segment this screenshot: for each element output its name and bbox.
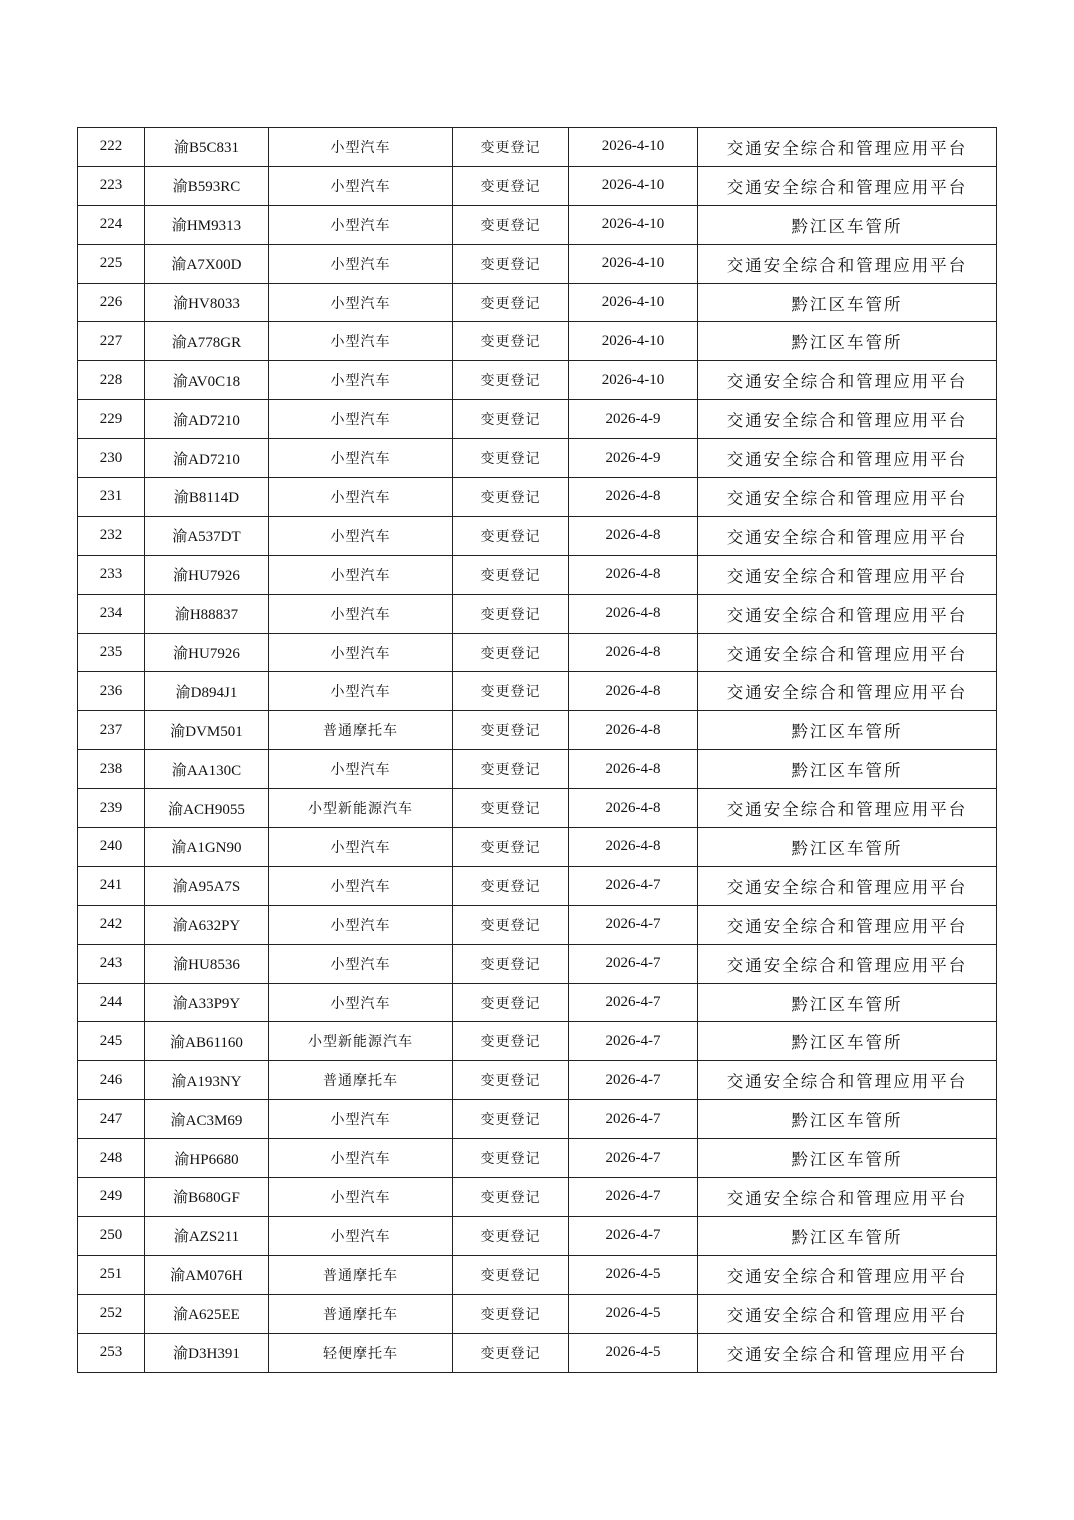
cell-serial-number: 224 [78, 205, 145, 244]
cell-plate-number: 渝DVM501 [145, 711, 269, 750]
cell-date: 2026-4-8 [569, 516, 698, 555]
table-row [78, 866, 997, 905]
cell-business-type: 变更登记 [453, 750, 569, 789]
cell-plate-number: 渝B593RC [145, 166, 269, 205]
cell-office: 交通安全综合和管理应用平台 [698, 1178, 997, 1217]
cell-office: 黔江区车管所 [698, 983, 997, 1022]
table-row [78, 1333, 997, 1372]
cell-vehicle-type: 普通摩托车 [269, 711, 453, 750]
table-row [78, 828, 997, 867]
cell-office: 交通安全综合和管理应用平台 [698, 516, 997, 555]
cell-office: 交通安全综合和管理应用平台 [698, 866, 997, 905]
cell-business-type: 变更登记 [453, 1333, 569, 1372]
cell-business-type: 变更登记 [453, 944, 569, 983]
cell-plate-number: 渝A193NY [145, 1061, 269, 1100]
table-row [78, 439, 997, 478]
cell-serial-number: 225 [78, 244, 145, 283]
cell-office: 交通安全综合和管理应用平台 [698, 478, 997, 517]
cell-business-type: 变更登记 [453, 633, 569, 672]
cell-business-type: 变更登记 [453, 283, 569, 322]
cell-office: 交通安全综合和管理应用平台 [698, 1333, 997, 1372]
cell-plate-number: 渝B5C831 [145, 128, 269, 167]
cell-business-type: 变更登记 [453, 400, 569, 439]
cell-business-type: 变更登记 [453, 828, 569, 867]
cell-serial-number: 231 [78, 478, 145, 517]
cell-plate-number: 渝AA130C [145, 750, 269, 789]
cell-business-type: 变更登记 [453, 555, 569, 594]
cell-serial-number: 247 [78, 1100, 145, 1139]
cell-office: 交通安全综合和管理应用平台 [698, 944, 997, 983]
cell-office: 交通安全综合和管理应用平台 [698, 244, 997, 283]
cell-business-type: 变更登记 [453, 516, 569, 555]
cell-date: 2026-4-9 [569, 439, 698, 478]
table-row [78, 594, 997, 633]
cell-office: 黔江区车管所 [698, 1139, 997, 1178]
cell-date: 2026-4-10 [569, 205, 698, 244]
cell-office: 黔江区车管所 [698, 283, 997, 322]
cell-serial-number: 230 [78, 439, 145, 478]
cell-office: 交通安全综合和管理应用平台 [698, 361, 997, 400]
table-row [78, 672, 997, 711]
cell-office: 交通安全综合和管理应用平台 [698, 1061, 997, 1100]
cell-vehicle-type: 小型汽车 [269, 594, 453, 633]
cell-vehicle-type: 小型汽车 [269, 322, 453, 361]
cell-office: 黔江区车管所 [698, 828, 997, 867]
table-row [78, 400, 997, 439]
cell-serial-number: 241 [78, 866, 145, 905]
cell-serial-number: 243 [78, 944, 145, 983]
cell-vehicle-type: 小型汽车 [269, 400, 453, 439]
cell-date: 2026-4-7 [569, 983, 698, 1022]
cell-office: 交通安全综合和管理应用平台 [698, 555, 997, 594]
cell-vehicle-type: 小型汽车 [269, 166, 453, 205]
table-row [78, 1255, 997, 1294]
table-row [78, 1178, 997, 1217]
cell-vehicle-type: 小型汽车 [269, 1216, 453, 1255]
cell-office: 交通安全综合和管理应用平台 [698, 1255, 997, 1294]
cell-serial-number: 232 [78, 516, 145, 555]
table-row [78, 1022, 997, 1061]
table-row [78, 361, 997, 400]
cell-business-type: 变更登记 [453, 322, 569, 361]
cell-date: 2026-4-7 [569, 1178, 698, 1217]
cell-vehicle-type: 小型汽车 [269, 361, 453, 400]
cell-serial-number: 235 [78, 633, 145, 672]
cell-business-type: 变更登记 [453, 1294, 569, 1333]
cell-vehicle-type: 小型汽车 [269, 828, 453, 867]
cell-date: 2026-4-8 [569, 672, 698, 711]
table-row [78, 283, 997, 322]
cell-vehicle-type: 小型汽车 [269, 283, 453, 322]
cell-vehicle-type: 小型汽车 [269, 983, 453, 1022]
cell-serial-number: 245 [78, 1022, 145, 1061]
cell-serial-number: 237 [78, 711, 145, 750]
cell-vehicle-type: 小型汽车 [269, 478, 453, 517]
cell-plate-number: 渝A1GN90 [145, 828, 269, 867]
cell-office: 黔江区车管所 [698, 711, 997, 750]
cell-serial-number: 249 [78, 1178, 145, 1217]
cell-serial-number: 248 [78, 1139, 145, 1178]
table-row [78, 1294, 997, 1333]
cell-vehicle-type: 小型汽车 [269, 205, 453, 244]
table-row [78, 1139, 997, 1178]
cell-serial-number: 238 [78, 750, 145, 789]
cell-plate-number: 渝HV8033 [145, 283, 269, 322]
cell-office: 交通安全综合和管理应用平台 [698, 905, 997, 944]
cell-serial-number: 229 [78, 400, 145, 439]
cell-business-type: 变更登记 [453, 789, 569, 828]
cell-serial-number: 246 [78, 1061, 145, 1100]
cell-date: 2026-4-7 [569, 1100, 698, 1139]
cell-vehicle-type: 小型新能源汽车 [269, 789, 453, 828]
cell-plate-number: 渝A7X00D [145, 244, 269, 283]
cell-plate-number: 渝D894J1 [145, 672, 269, 711]
cell-plate-number: 渝B680GF [145, 1178, 269, 1217]
cell-plate-number: 渝HM9313 [145, 205, 269, 244]
cell-date: 2026-4-8 [569, 789, 698, 828]
cell-plate-number: 渝AC3M69 [145, 1100, 269, 1139]
cell-office: 交通安全综合和管理应用平台 [698, 594, 997, 633]
cell-date: 2026-4-9 [569, 400, 698, 439]
cell-business-type: 变更登记 [453, 983, 569, 1022]
registration-table [77, 127, 997, 1373]
cell-vehicle-type: 小型汽车 [269, 439, 453, 478]
table-row [78, 244, 997, 283]
cell-vehicle-type: 小型汽车 [269, 516, 453, 555]
cell-plate-number: 渝ACH9055 [145, 789, 269, 828]
cell-serial-number: 233 [78, 555, 145, 594]
cell-date: 2026-4-7 [569, 905, 698, 944]
cell-vehicle-type: 小型汽车 [269, 244, 453, 283]
cell-office: 黔江区车管所 [698, 1100, 997, 1139]
cell-date: 2026-4-7 [569, 1139, 698, 1178]
cell-date: 2026-4-7 [569, 1061, 698, 1100]
cell-business-type: 变更登记 [453, 905, 569, 944]
cell-date: 2026-4-8 [569, 750, 698, 789]
cell-vehicle-type: 小型汽车 [269, 672, 453, 711]
cell-plate-number: 渝A95A7S [145, 866, 269, 905]
cell-vehicle-type: 小型汽车 [269, 1178, 453, 1217]
cell-serial-number: 251 [78, 1255, 145, 1294]
cell-plate-number: 渝A537DT [145, 516, 269, 555]
cell-date: 2026-4-5 [569, 1255, 698, 1294]
cell-serial-number: 240 [78, 828, 145, 867]
cell-plate-number: 渝HU7926 [145, 555, 269, 594]
cell-date: 2026-4-7 [569, 944, 698, 983]
cell-plate-number: 渝A778GR [145, 322, 269, 361]
cell-date: 2026-4-7 [569, 866, 698, 905]
registration-table-body [78, 128, 997, 1373]
cell-date: 2026-4-10 [569, 128, 698, 167]
cell-vehicle-type: 小型汽车 [269, 750, 453, 789]
cell-serial-number: 242 [78, 905, 145, 944]
cell-office: 交通安全综合和管理应用平台 [698, 439, 997, 478]
table-row [78, 1216, 997, 1255]
cell-plate-number: 渝AV0C18 [145, 361, 269, 400]
table-row [78, 166, 997, 205]
cell-date: 2026-4-8 [569, 633, 698, 672]
cell-serial-number: 250 [78, 1216, 145, 1255]
cell-office: 黔江区车管所 [698, 205, 997, 244]
cell-plate-number: 渝AB61160 [145, 1022, 269, 1061]
cell-business-type: 变更登记 [453, 361, 569, 400]
cell-office: 黔江区车管所 [698, 1216, 997, 1255]
table-row [78, 322, 997, 361]
cell-plate-number: 渝HP6680 [145, 1139, 269, 1178]
cell-business-type: 变更登记 [453, 244, 569, 283]
cell-date: 2026-4-5 [569, 1333, 698, 1372]
cell-date: 2026-4-8 [569, 828, 698, 867]
cell-plate-number: 渝D3H391 [145, 1333, 269, 1372]
cell-vehicle-type: 小型汽车 [269, 555, 453, 594]
cell-office: 交通安全综合和管理应用平台 [698, 789, 997, 828]
cell-vehicle-type: 普通摩托车 [269, 1294, 453, 1333]
table-row [78, 478, 997, 517]
cell-office: 交通安全综合和管理应用平台 [698, 633, 997, 672]
cell-date: 2026-4-8 [569, 478, 698, 517]
cell-vehicle-type: 小型新能源汽车 [269, 1022, 453, 1061]
cell-serial-number: 226 [78, 283, 145, 322]
table-row [78, 1100, 997, 1139]
cell-date: 2026-4-8 [569, 555, 698, 594]
cell-business-type: 变更登记 [453, 866, 569, 905]
cell-vehicle-type: 普通摩托车 [269, 1255, 453, 1294]
cell-vehicle-type: 小型汽车 [269, 905, 453, 944]
table-row [78, 944, 997, 983]
cell-vehicle-type: 小型汽车 [269, 1100, 453, 1139]
cell-plate-number: 渝AD7210 [145, 400, 269, 439]
cell-business-type: 变更登记 [453, 1061, 569, 1100]
cell-vehicle-type: 普通摩托车 [269, 1061, 453, 1100]
table-row [78, 789, 997, 828]
cell-business-type: 变更登记 [453, 166, 569, 205]
table-row [78, 983, 997, 1022]
cell-business-type: 变更登记 [453, 594, 569, 633]
table-row [78, 905, 997, 944]
cell-business-type: 变更登记 [453, 1100, 569, 1139]
cell-plate-number: 渝A33P9Y [145, 983, 269, 1022]
cell-office: 交通安全综合和管理应用平台 [698, 672, 997, 711]
cell-date: 2026-4-10 [569, 166, 698, 205]
cell-serial-number: 223 [78, 166, 145, 205]
cell-serial-number: 236 [78, 672, 145, 711]
cell-plate-number: 渝AM076H [145, 1255, 269, 1294]
cell-business-type: 变更登记 [453, 711, 569, 750]
cell-office: 交通安全综合和管理应用平台 [698, 400, 997, 439]
cell-date: 2026-4-5 [569, 1294, 698, 1333]
table-row [78, 750, 997, 789]
cell-plate-number: 渝A625EE [145, 1294, 269, 1333]
cell-office: 交通安全综合和管理应用平台 [698, 1294, 997, 1333]
cell-date: 2026-4-10 [569, 361, 698, 400]
table-row [78, 205, 997, 244]
table-row [78, 555, 997, 594]
cell-date: 2026-4-7 [569, 1216, 698, 1255]
cell-business-type: 变更登记 [453, 1139, 569, 1178]
table-row [78, 128, 997, 167]
cell-business-type: 变更登记 [453, 205, 569, 244]
cell-business-type: 变更登记 [453, 1216, 569, 1255]
cell-office: 黔江区车管所 [698, 750, 997, 789]
cell-serial-number: 222 [78, 128, 145, 167]
cell-office: 黔江区车管所 [698, 322, 997, 361]
cell-plate-number: 渝B8114D [145, 478, 269, 517]
cell-date: 2026-4-10 [569, 244, 698, 283]
cell-vehicle-type: 小型汽车 [269, 866, 453, 905]
cell-office: 交通安全综合和管理应用平台 [698, 128, 997, 167]
cell-date: 2026-4-7 [569, 1022, 698, 1061]
cell-serial-number: 227 [78, 322, 145, 361]
cell-business-type: 变更登记 [453, 1178, 569, 1217]
cell-serial-number: 234 [78, 594, 145, 633]
cell-business-type: 变更登记 [453, 478, 569, 517]
cell-date: 2026-4-10 [569, 322, 698, 361]
cell-serial-number: 253 [78, 1333, 145, 1372]
table-row [78, 633, 997, 672]
cell-plate-number: 渝A632PY [145, 905, 269, 944]
cell-business-type: 变更登记 [453, 439, 569, 478]
cell-serial-number: 228 [78, 361, 145, 400]
cell-vehicle-type: 小型汽车 [269, 633, 453, 672]
table-row [78, 711, 997, 750]
table-row [78, 1061, 997, 1100]
cell-business-type: 变更登记 [453, 672, 569, 711]
cell-plate-number: 渝H88837 [145, 594, 269, 633]
cell-plate-number: 渝AD7210 [145, 439, 269, 478]
cell-serial-number: 252 [78, 1294, 145, 1333]
table-row [78, 516, 997, 555]
cell-vehicle-type: 小型汽车 [269, 1139, 453, 1178]
cell-plate-number: 渝AZS211 [145, 1216, 269, 1255]
cell-date: 2026-4-8 [569, 711, 698, 750]
cell-office: 黔江区车管所 [698, 1022, 997, 1061]
cell-plate-number: 渝HU8536 [145, 944, 269, 983]
cell-serial-number: 244 [78, 983, 145, 1022]
cell-vehicle-type: 小型汽车 [269, 944, 453, 983]
cell-serial-number: 239 [78, 789, 145, 828]
cell-vehicle-type: 小型汽车 [269, 128, 453, 167]
cell-plate-number: 渝HU7926 [145, 633, 269, 672]
cell-office: 交通安全综合和管理应用平台 [698, 166, 997, 205]
cell-date: 2026-4-10 [569, 283, 698, 322]
cell-business-type: 变更登记 [453, 128, 569, 167]
cell-business-type: 变更登记 [453, 1022, 569, 1061]
cell-business-type: 变更登记 [453, 1255, 569, 1294]
cell-vehicle-type: 轻便摩托车 [269, 1333, 453, 1372]
cell-date: 2026-4-8 [569, 594, 698, 633]
